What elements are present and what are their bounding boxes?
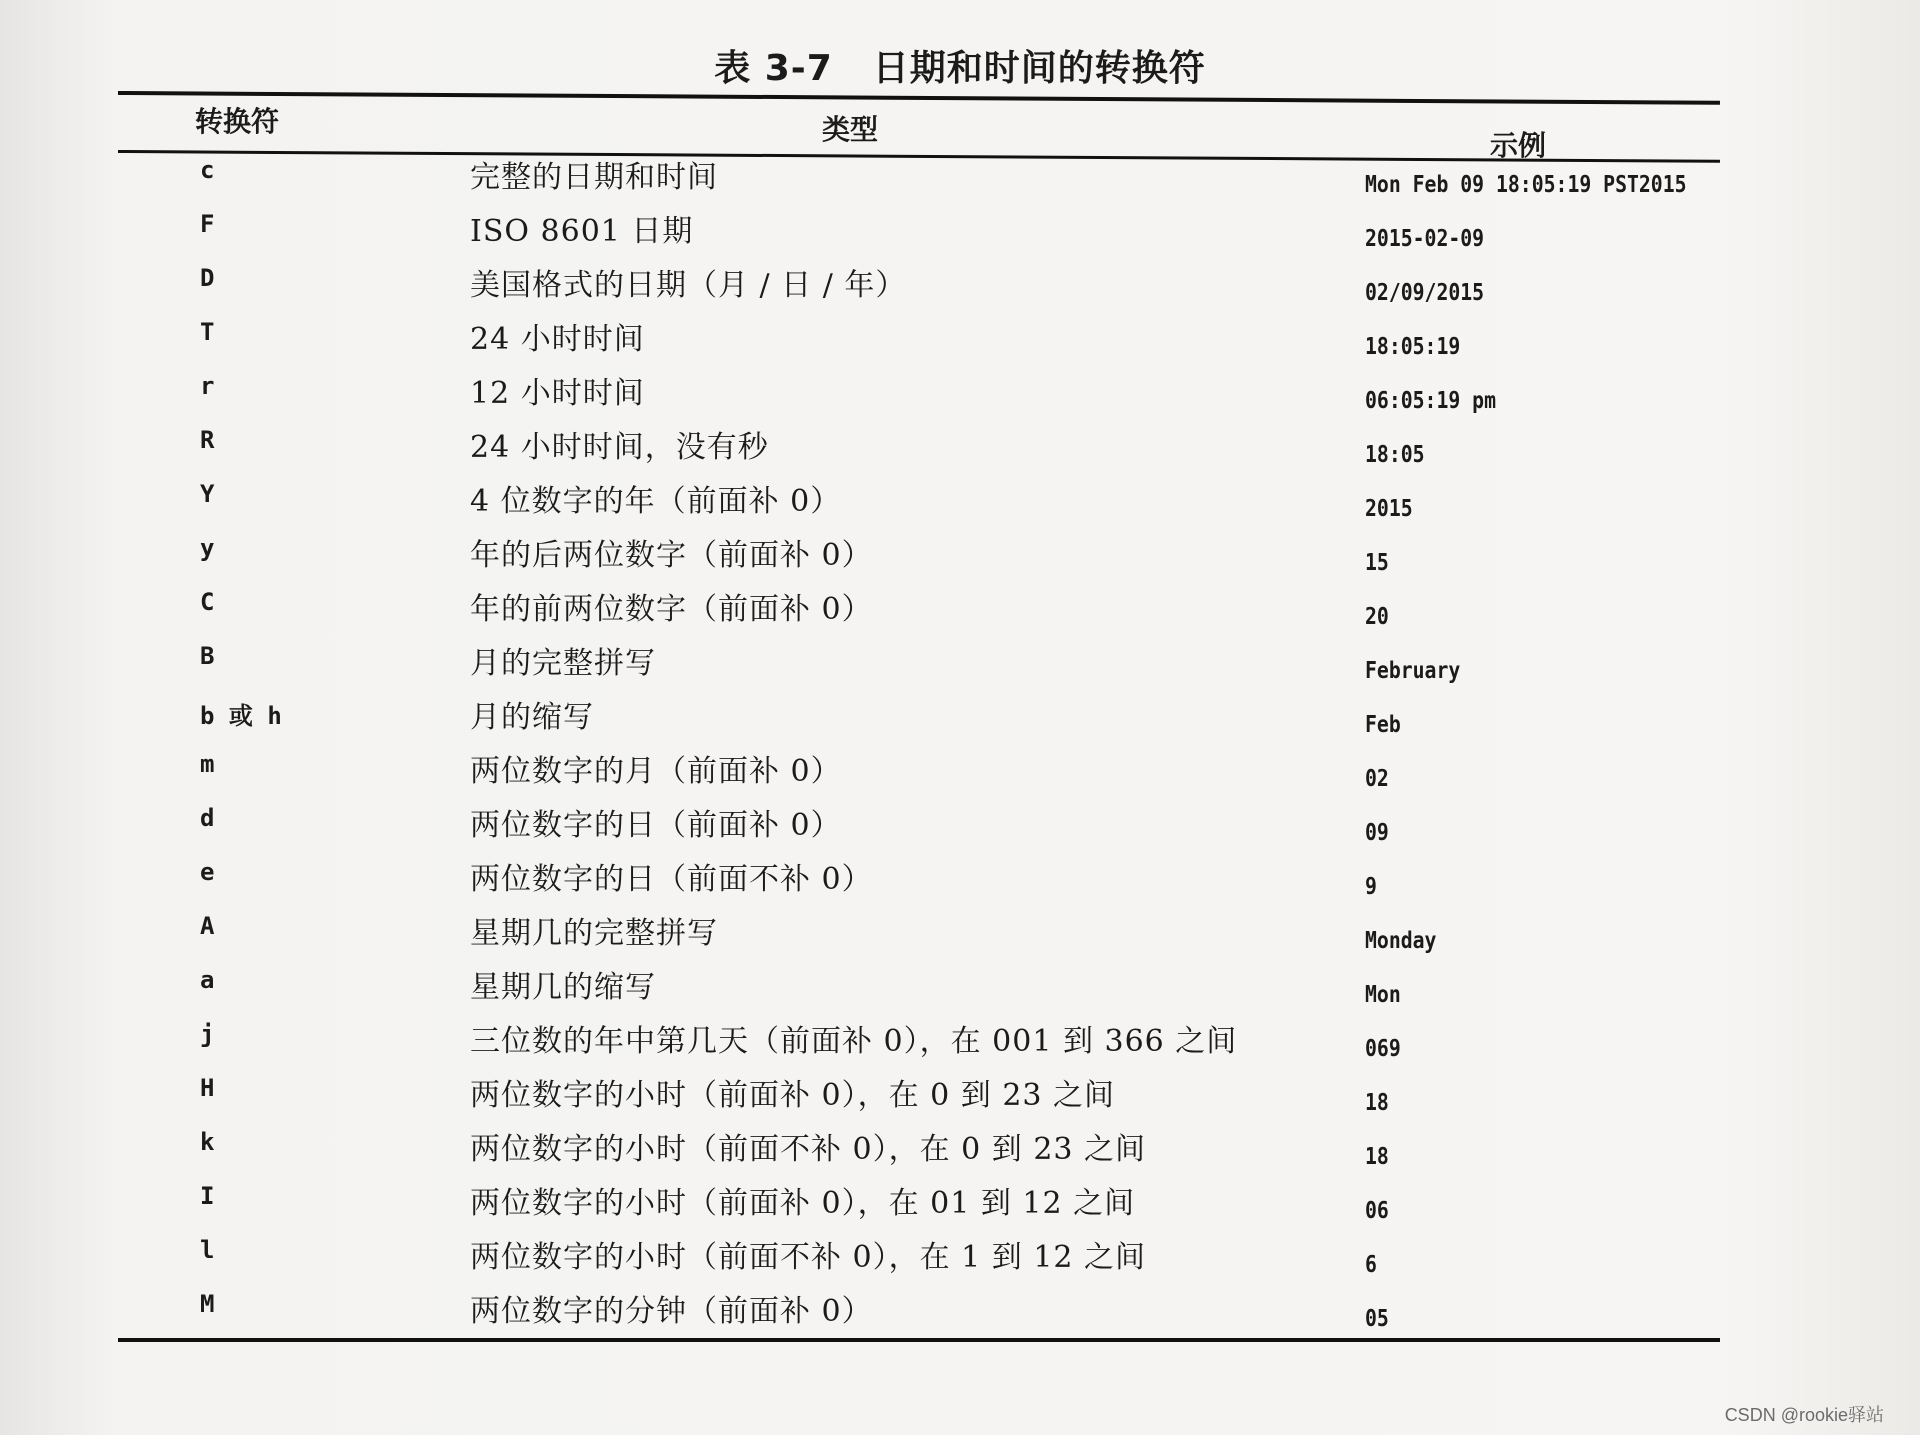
converter-cell: T: [200, 318, 215, 346]
converter-cell: D: [200, 264, 215, 292]
type-cell: 年的前两位数字（前面补 0）: [470, 592, 873, 627]
converter-cell: j: [200, 1020, 215, 1048]
example-cell: 02: [1365, 766, 1389, 792]
type-cell: 两位数字的小时（前面不补 0），在 1 到 12 之间: [470, 1240, 1147, 1275]
header-type: 类型: [822, 113, 879, 146]
table-row: [0, 906, 1920, 960]
converter-cell: l: [200, 1236, 215, 1264]
type-cell: 完整的日期和时间: [470, 160, 718, 195]
header-example: 示例: [1490, 129, 1547, 162]
table-row: [0, 798, 1920, 852]
table-top-rule: [118, 91, 1720, 105]
type-cell: 4 位数字的年（前面补 0）: [470, 484, 842, 519]
converter-cell: R: [200, 426, 215, 454]
type-cell: ISO 8601 日期: [470, 214, 694, 249]
table-caption: [0, 40, 1920, 91]
converter-cell: c: [200, 156, 215, 184]
example-cell: Monday: [1365, 928, 1437, 954]
converter-cell: y: [200, 534, 215, 562]
watermark: CSDN @rookie驿站: [1724, 1405, 1884, 1425]
type-cell: 两位数字的日（前面不补 0）: [470, 862, 873, 897]
type-cell: 月的缩写: [470, 700, 594, 735]
type-cell: 两位数字的分钟（前面补 0）: [470, 1294, 873, 1329]
converter-cell: Y: [200, 480, 215, 508]
type-cell: 星期几的完整拼写: [470, 916, 718, 951]
table-number: 表 3-7: [714, 48, 833, 89]
table-row: [0, 690, 1920, 744]
converter-cell: m: [200, 750, 215, 778]
type-cell: 24 小时时间: [470, 322, 645, 357]
table-row: [0, 852, 1920, 906]
converter-cell: k: [200, 1128, 215, 1156]
example-cell: Mon Feb 09 18:05:19 PST2015: [1365, 172, 1687, 198]
table-row: [0, 1068, 1920, 1122]
example-cell: 06: [1365, 1198, 1389, 1224]
example-cell: 09: [1365, 820, 1389, 846]
table-row: [0, 1176, 1920, 1230]
table-row: [0, 960, 1920, 1014]
converter-cell: r: [200, 372, 215, 400]
converter-cell: A: [200, 912, 215, 940]
table-body: [0, 150, 1920, 1335]
example-cell: 18: [1365, 1090, 1389, 1116]
table-title: 日期和时间的转换符: [872, 48, 1206, 89]
converter-cell: I: [200, 1182, 215, 1210]
table-row: [0, 420, 1920, 474]
example-cell: 15: [1365, 550, 1389, 576]
example-cell: 069: [1365, 1036, 1401, 1062]
converter-cell: e: [200, 858, 215, 886]
table-row: [0, 1122, 1920, 1176]
table-row: [0, 1284, 1920, 1338]
converter-cell: M: [200, 1290, 215, 1318]
table-row: [0, 528, 1920, 582]
example-cell: 02/09/2015: [1365, 280, 1485, 306]
table-row: [0, 150, 1920, 204]
table-row: [0, 204, 1920, 258]
table-row: [0, 1230, 1920, 1284]
type-cell: 24 小时时间，没有秒: [470, 430, 769, 465]
example-cell: 18:05: [1365, 442, 1425, 468]
example-cell: 20: [1365, 604, 1389, 630]
table-row: [0, 1014, 1920, 1068]
table-row: [0, 636, 1920, 690]
type-cell: 星期几的缩写: [470, 970, 656, 1005]
example-cell: 6: [1365, 1252, 1377, 1278]
converter-cell: d: [200, 804, 215, 832]
table-row: [0, 312, 1920, 366]
type-cell: 年的后两位数字（前面补 0）: [470, 538, 873, 573]
table-row: [0, 366, 1920, 420]
type-cell: 两位数字的小时（前面补 0），在 0 到 23 之间: [470, 1078, 1116, 1113]
example-cell: Feb: [1365, 712, 1401, 738]
table-row: [0, 258, 1920, 312]
example-cell: 18:05:19: [1365, 334, 1461, 360]
type-cell: 两位数字的小时（前面补 0），在 01 到 12 之间: [470, 1186, 1136, 1221]
converter-cell: B: [200, 642, 215, 670]
example-cell: 05: [1365, 1306, 1389, 1332]
example-cell: 18: [1365, 1144, 1389, 1170]
converter-cell: F: [200, 210, 215, 238]
type-cell: 两位数字的日（前面补 0）: [470, 808, 842, 843]
converter-cell: C: [200, 588, 215, 616]
example-cell: 9: [1365, 874, 1377, 900]
type-cell: 三位数的年中第几天（前面补 0），在 001 到 366 之间: [470, 1024, 1238, 1059]
type-cell: 12 小时时间: [470, 376, 645, 411]
type-cell: 两位数字的月（前面补 0）: [470, 754, 842, 789]
type-cell: 两位数字的小时（前面不补 0），在 0 到 23 之间: [470, 1132, 1147, 1167]
table-bottom-rule: [118, 1338, 1720, 1342]
header-converter: 转换符: [195, 105, 280, 138]
example-cell: Mon: [1365, 982, 1401, 1008]
example-cell: 2015-02-09: [1365, 226, 1485, 252]
converter-cell: H: [200, 1074, 215, 1102]
example-cell: February: [1365, 658, 1461, 684]
table-row: [0, 582, 1920, 636]
example-cell: 2015: [1365, 496, 1413, 522]
type-cell: 美国格式的日期（月 / 日 / 年）: [470, 268, 907, 303]
table-row: [0, 744, 1920, 798]
converter-cell: a: [200, 966, 215, 994]
converter-cell: b 或 h: [200, 702, 282, 730]
type-cell: 月的完整拼写: [470, 646, 656, 681]
table-row: [0, 474, 1920, 528]
example-cell: 06:05:19 pm: [1365, 388, 1497, 414]
